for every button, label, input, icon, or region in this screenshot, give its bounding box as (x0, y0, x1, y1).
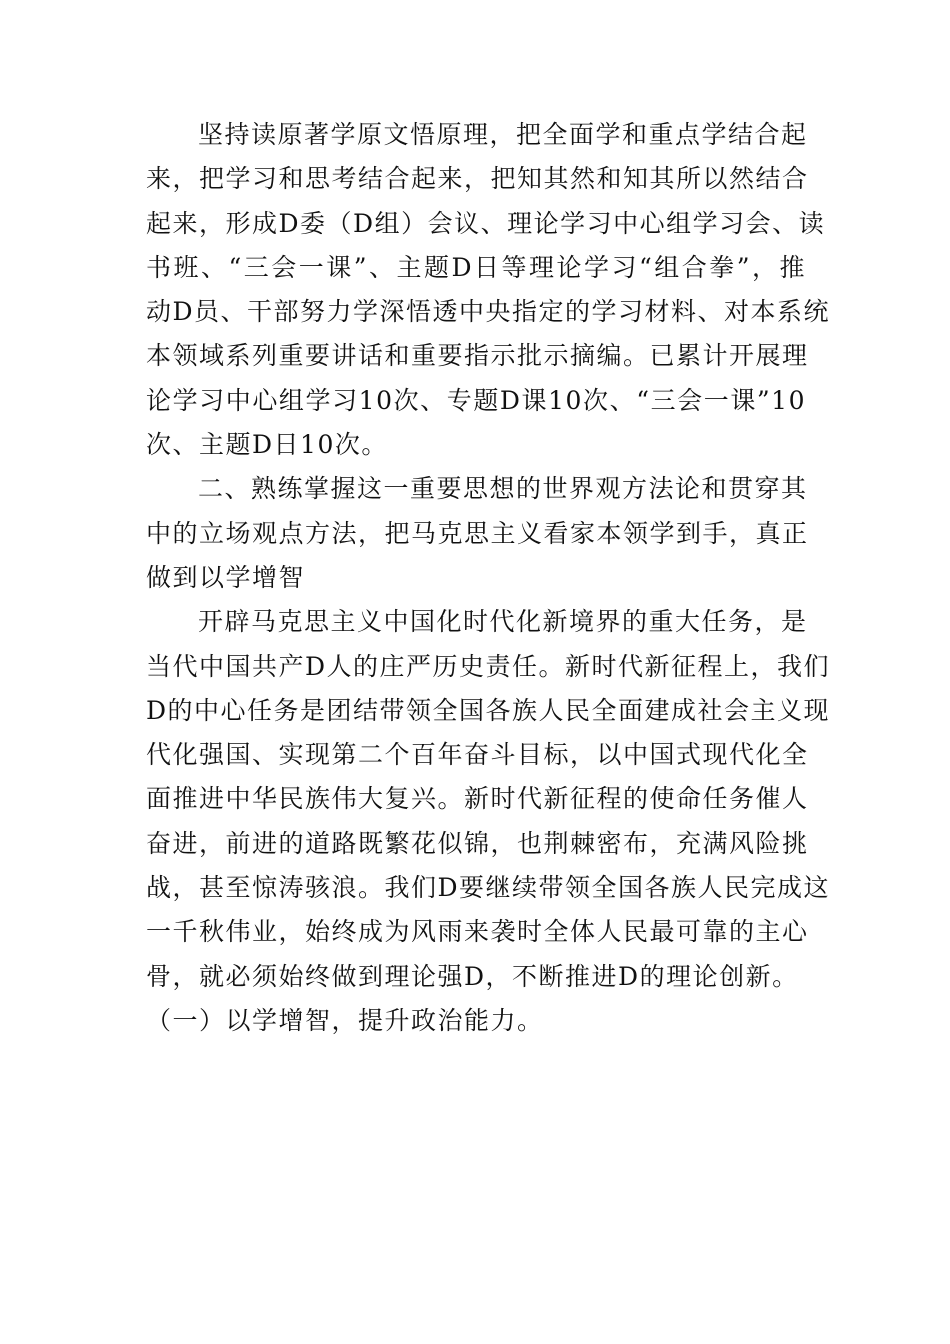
text-line: 做到以学增智 (146, 562, 306, 592)
text-line: 代化强国、实现第二个百年奋斗目标，以中国式现代化全 (146, 740, 809, 770)
text-line: 次、主题D日10次。 (146, 430, 388, 460)
text-line: 开辟马克思主义中国化时代化新境界的重大任务，是 (198, 607, 808, 637)
text-line: 动D员、干部努力学深悟透中央指定的学习材料、对本系统 (146, 297, 831, 327)
text-line: 坚持读原著学原文悟原理，把全面学和重点学结合起 (198, 120, 808, 149)
text-line: 面推进中华民族伟大复兴。新时代新征程的使命任务催人 (146, 784, 809, 814)
text-line: 二、熟练掌握这一重要思想的世界观方法论和贯穿其 (198, 474, 808, 504)
text-line: 一千秋伟业，始终成为风雨来袭时全体人民最可靠的主心 (146, 917, 809, 947)
text-line: 骨，就必须始终做到理论强D，不断推进D的理论创新。 (146, 961, 799, 991)
paragraph-new-era-mission (146, 600, 831, 999)
text-line: 书班、“三会一课”、主题D日等理论学习“组合拳”，推 (146, 252, 806, 282)
text-line: 战，甚至惊涛骇浪。我们D要继续带领全国各族人民完成这 (146, 873, 831, 903)
section-heading-two (146, 467, 809, 600)
text-line: 本领域系列重要讲话和重要指示批示摘编。已累计开展理 (146, 341, 809, 371)
text-line: 论学习中心组学习10次、专题D课10次、“三会一课”10 (146, 385, 806, 415)
text-line: D的中心任务是团结带领全国各族人民全面建成社会主义现 (146, 695, 831, 725)
paragraph-study-methods (146, 113, 831, 467)
text-line: 起来，形成D委（D组）会议、理论学习中心组学习会、读 (146, 208, 826, 238)
text-line: 奋进，前进的道路既繁花似锦，也荆棘密布，充满风险挑 (146, 828, 809, 858)
text-line: 当代中国共产D人的庄严历史责任。新时代新征程上，我们 (146, 651, 831, 681)
text-line: 来，把学习和思考结合起来，把知其然和知其所以然结合 (146, 164, 809, 194)
subheading-one (146, 999, 806, 1043)
text-line: （一）以学增智，提升政治能力。 (146, 1005, 544, 1035)
text-line: 中的立场观点方法，把马克思主义看家本领学到手，真正 (146, 518, 809, 548)
document-body (146, 113, 831, 1043)
